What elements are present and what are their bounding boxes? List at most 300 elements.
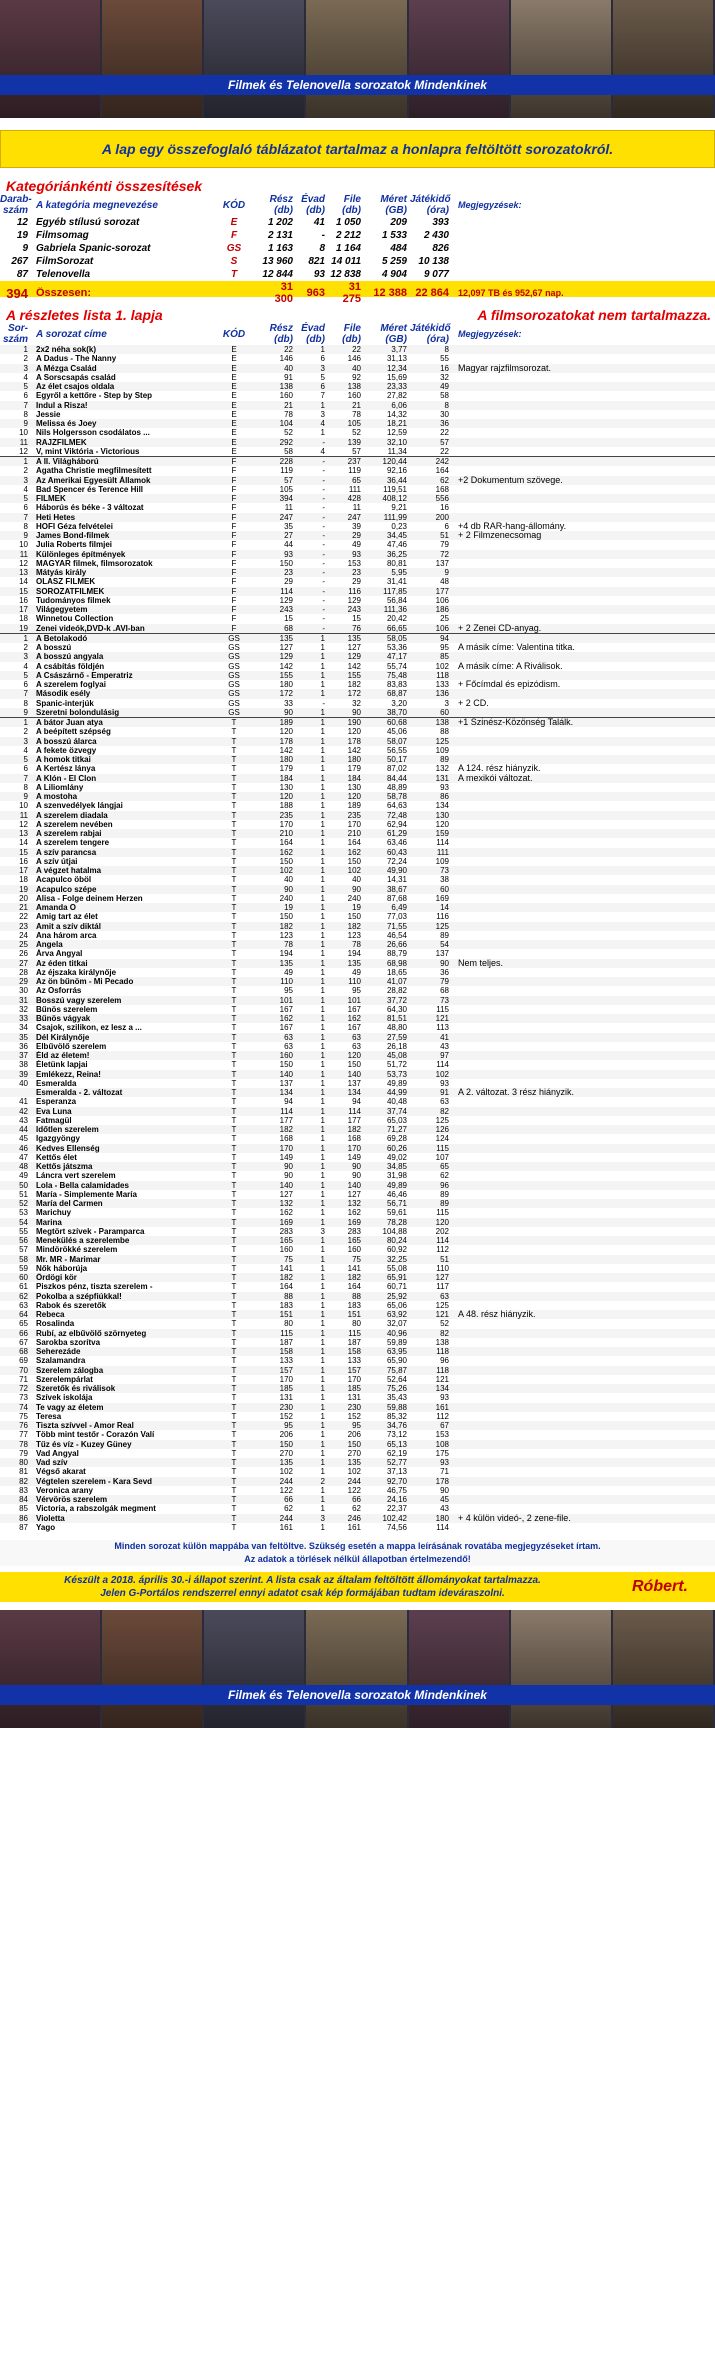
table-row — [0, 1227, 715, 1236]
cell-count: 43 — [19, 1115, 28, 1125]
cell-runtime: 93 — [440, 1458, 449, 1467]
cell-files: 140 — [347, 1180, 361, 1190]
cell-parts: 164 — [279, 838, 293, 848]
cell-seasons: 1 — [320, 986, 325, 996]
banner-caption: Filmek és Telenovella sorozatok Mindenkinek — [0, 1685, 715, 1705]
column-header: Évad (db) — [301, 194, 325, 216]
cell-seasons: - — [322, 595, 325, 605]
cell-size: 49,89 — [386, 1180, 407, 1190]
table-row — [0, 587, 715, 596]
cell-size: 52,64 — [386, 1374, 407, 1384]
cell-name: A mostoha — [36, 792, 78, 801]
detail-title-right: A filmsorozatokat nem tartalmazza. — [477, 307, 711, 323]
cell-code: T — [231, 773, 237, 783]
cell-name: Acapulco szépe — [36, 884, 97, 894]
cell-name: RAJZFILMEK — [36, 437, 87, 447]
cell-files: 182 — [347, 680, 361, 689]
table-row — [0, 801, 715, 810]
cell-name: Victoria, a rabszolgák megment — [36, 1504, 156, 1514]
cell-seasons: 1 — [320, 875, 325, 885]
cell-runtime: 127 — [435, 1273, 449, 1282]
cell-code: T — [231, 1282, 237, 1292]
cell-count: 10 — [19, 540, 28, 550]
cell-files: 172 — [347, 689, 361, 699]
cell-count: 28 — [19, 967, 28, 977]
cell-parts: 129 — [279, 595, 293, 605]
table-row — [0, 531, 715, 540]
cell-code: T — [231, 792, 237, 801]
cell-files: 168 — [347, 1134, 361, 1144]
cell-runtime: 114 — [436, 1060, 449, 1070]
cell-runtime: 200 — [435, 512, 449, 522]
cell-seasons: 1 — [320, 1393, 325, 1403]
cell-seasons: 1 — [320, 661, 325, 671]
table-row — [0, 1467, 715, 1476]
cell-code: T — [231, 986, 237, 996]
cell-parts: 127 — [279, 1189, 293, 1199]
cell-runtime: 63 — [440, 1097, 449, 1107]
cell-code: F — [231, 512, 237, 522]
detail-section-title — [6, 307, 711, 323]
cell-runtime: 133 — [435, 680, 449, 689]
cell-seasons: 1 — [320, 792, 325, 801]
column-header: Darab-szám — [0, 194, 32, 216]
cell-files: 40 — [352, 875, 361, 885]
cell-count: 69 — [19, 1356, 28, 1366]
cell-size: 64,30 — [386, 1004, 407, 1014]
cell-files: 90 — [352, 884, 361, 894]
cell-seasons: 1 — [320, 1245, 325, 1255]
cell-seasons: - — [322, 531, 325, 540]
cell-size: 38,70 — [386, 707, 407, 717]
cell-seasons: 1 — [320, 1254, 325, 1264]
cell-size: 28,82 — [386, 986, 407, 996]
cell-seasons: 1 — [320, 884, 325, 894]
cell-count: 17 — [19, 866, 28, 875]
cell-files: 164 — [347, 838, 361, 848]
cell-runtime: 102 — [435, 1069, 449, 1079]
cell-seasons: 3 — [320, 1513, 325, 1523]
cell-code: F — [231, 503, 237, 513]
banner-photo-strip — [0, 0, 715, 118]
cell-name: Kettős játszma — [36, 1162, 93, 1171]
cell-name: Az Amerikai Egyesült Államok — [36, 475, 151, 485]
cell-notes: +1 Szinész-Közönség Találk. — [458, 718, 574, 727]
cell-files: 134 — [347, 1088, 361, 1097]
cell-seasons: - — [321, 230, 325, 241]
cell-seasons: 5 — [320, 372, 325, 382]
cell-runtime: 177 — [435, 586, 449, 596]
column-header: Játékidő (óra) — [410, 194, 451, 216]
cell-name: A szenvedélyek lángjai — [36, 801, 123, 811]
cell-code: T — [231, 1004, 237, 1014]
cell-size: 77,03 — [386, 912, 407, 922]
cell-size: 38,67 — [386, 884, 407, 894]
cell-count: 24 — [19, 930, 28, 940]
cell-parts: 90 — [284, 1162, 293, 1171]
table-row — [0, 559, 715, 568]
cell-runtime: 38 — [440, 875, 449, 885]
cell-name: A II. Világháború — [36, 457, 99, 466]
cell-seasons: 1 — [320, 819, 325, 829]
cell-name: Violetta — [36, 1513, 65, 1523]
cell-size: 53,73 — [386, 1069, 407, 1079]
cell-files: 133 — [347, 1356, 361, 1366]
cell-size: 59,88 — [386, 1402, 407, 1412]
cell-size: 27,59 — [386, 1032, 407, 1042]
table-row — [0, 1347, 715, 1356]
cell-count: 53 — [19, 1208, 28, 1218]
cell-seasons: 1 — [320, 707, 325, 717]
cell-count: 25 — [19, 940, 28, 949]
cell-count: 2 — [23, 466, 28, 476]
cell-size: 12 388 — [373, 287, 407, 299]
cell-seasons: - — [322, 623, 325, 633]
table-row — [0, 485, 715, 494]
cell-seasons: 1 — [320, 1189, 325, 1199]
cell-code: F — [230, 230, 238, 241]
cell-parts: 11 — [284, 503, 293, 513]
cell-parts: 141 — [279, 1263, 293, 1273]
cell-code: T — [231, 1143, 237, 1153]
cell-name: Bosszú vagy szerelem — [36, 995, 122, 1005]
cell-runtime: 82 — [440, 1328, 449, 1338]
cell-code: T — [231, 810, 237, 820]
cell-size: 46,75 — [386, 1485, 407, 1495]
cell-count: 58 — [19, 1254, 28, 1264]
cell-code: T — [231, 1365, 237, 1375]
cell-name: Végtelen szerelem - Kara Sevd — [36, 1476, 153, 1486]
cell-seasons: 963 — [306, 287, 325, 299]
cell-files: 170 — [347, 819, 361, 829]
cell-seasons: 1 — [320, 1097, 325, 1107]
table-row — [0, 605, 715, 614]
cell-code: T — [231, 1152, 237, 1162]
cell-runtime: 88 — [440, 727, 449, 737]
cell-name: Háborús és béke - 3 változat — [36, 503, 144, 513]
table-row — [0, 1199, 715, 1208]
cell-count: 46 — [19, 1143, 28, 1153]
cell-files: 141 — [347, 1263, 361, 1273]
cell-runtime: 51 — [440, 531, 449, 540]
cell-files: 139 — [347, 437, 361, 447]
cell-files: 39 — [352, 521, 361, 531]
cell-runtime: 60 — [440, 707, 449, 717]
table-row — [0, 811, 715, 820]
cell-runtime: 126 — [435, 1125, 449, 1134]
cell-size: 88,79 — [386, 949, 407, 959]
cell-size: 56,84 — [386, 595, 407, 605]
cell-files: 187 — [347, 1337, 361, 1347]
cell-files: 270 — [347, 1448, 361, 1458]
table-row — [0, 1171, 715, 1180]
cell-size: 117,85 — [383, 586, 407, 596]
cell-runtime: 178 — [435, 1476, 449, 1486]
cell-count: 62 — [19, 1291, 28, 1301]
cell-seasons: - — [322, 577, 325, 587]
cell-size: 24,16 — [386, 1495, 407, 1504]
cell-seasons: 1 — [320, 1522, 325, 1532]
cell-files: 120 — [347, 792, 361, 801]
cell-runtime: 89 — [440, 1189, 449, 1199]
cell-count: 15 — [19, 847, 28, 857]
cell-code: E — [231, 354, 237, 364]
table-row — [0, 1181, 715, 1190]
cell-parts: 33 — [284, 698, 293, 708]
cell-parts: 95 — [284, 1421, 293, 1430]
cell-runtime: 52 — [440, 1319, 449, 1329]
footer-note: Minden sorozat külön mappába van feltöltve. Szükség esetén a mappa leírásának rovatába megjegyzéseket írtam. — [114, 1541, 601, 1551]
cell-size: 408,12 — [382, 494, 407, 503]
cell-name: Mátyás király — [36, 568, 87, 577]
cell-notes: +2 Dokumentum szövege. — [458, 475, 563, 485]
cell-size: 74,56 — [386, 1522, 407, 1532]
cell-name: Kedves Ellenség — [36, 1143, 100, 1153]
table-row — [0, 783, 715, 792]
cell-runtime: 186 — [435, 605, 449, 614]
cell-size: 23,33 — [386, 382, 407, 391]
cell-files: 244 — [347, 1476, 361, 1486]
cell-code: T — [231, 977, 237, 986]
cell-code: F — [231, 466, 237, 476]
cell-code: T — [231, 1217, 237, 1227]
table-row — [0, 1338, 715, 1347]
cell-count: 11 — [19, 437, 28, 447]
cell-runtime: 102 — [435, 661, 449, 671]
table-row — [0, 419, 715, 428]
cell-seasons: 1 — [320, 1485, 325, 1495]
cell-name: Igazgyöngy — [36, 1134, 81, 1144]
cell-size: 35,43 — [386, 1393, 407, 1403]
cell-size: 59,89 — [386, 1337, 407, 1347]
cell-seasons: 1 — [320, 670, 325, 680]
cell-seasons: 7 — [320, 391, 325, 401]
cell-parts: 244 — [279, 1513, 293, 1523]
cell-count: 5 — [23, 494, 28, 503]
cell-count: 60 — [19, 1273, 28, 1282]
cell-parts: 35 — [284, 521, 293, 531]
cell-runtime: 138 — [435, 1337, 449, 1347]
cell-seasons: 1 — [320, 893, 325, 903]
banner-photo — [102, 0, 204, 118]
cell-count: 9 — [22, 243, 28, 254]
table-row — [0, 1412, 715, 1421]
cell-code: F — [231, 457, 237, 466]
table-row — [0, 391, 715, 400]
cell-name: Emlékezz, Reina! — [36, 1069, 101, 1079]
cell-seasons: 1 — [320, 1448, 325, 1458]
cell-name: Te vagy az életem — [36, 1402, 104, 1412]
cell-count: 9 — [23, 707, 28, 717]
cell-count: 8 — [23, 409, 28, 419]
cell-files: 146 — [347, 354, 361, 364]
cell-size: 65,13 — [386, 1439, 407, 1449]
cell-count: 56 — [19, 1236, 28, 1245]
cell-code: T — [231, 903, 237, 912]
cell-seasons: 1 — [320, 1384, 325, 1393]
cell-size: 63,46 — [386, 838, 407, 848]
cell-count: 64 — [19, 1310, 28, 1319]
cell-code: T — [231, 736, 237, 746]
detail-group — [0, 345, 715, 456]
cell-parts: 114 — [280, 1106, 293, 1116]
cell-name: A Klón - El Clon — [36, 773, 97, 783]
cell-size: 3,20 — [391, 698, 407, 708]
banner-caption: Filmek és Telenovella sorozatok Mindenkinek — [0, 75, 715, 95]
table-row — [0, 838, 715, 847]
cell-runtime: 36 — [440, 967, 449, 977]
column-header: KÓD — [222, 328, 246, 340]
cell-count: 26 — [19, 949, 28, 959]
cell-files: 283 — [347, 1226, 361, 1236]
cell-seasons: 1 — [320, 1356, 325, 1366]
cell-name: Yago — [36, 1522, 56, 1532]
cell-size: 61,29 — [386, 829, 407, 838]
cell-name: Az éden titkai — [36, 958, 88, 968]
cell-code: F — [231, 475, 237, 485]
table-row — [0, 1301, 715, 1310]
table-row — [0, 614, 715, 623]
cell-size: 83,83 — [386, 680, 407, 689]
cell-count: 267 — [11, 256, 28, 267]
cell-parts: 27 — [284, 531, 293, 540]
cell-parts: 184 — [279, 773, 293, 783]
table-row — [0, 671, 715, 680]
cell-runtime: 112 — [436, 1411, 449, 1421]
cell-name: Különleges építmények — [36, 549, 126, 559]
cell-size: 65,03 — [386, 1115, 407, 1125]
cell-count: 29 — [19, 977, 28, 986]
table-row — [0, 1421, 715, 1430]
cell-size: 111,36 — [383, 605, 407, 614]
table-row — [0, 428, 715, 437]
cell-parts: 62 — [284, 1504, 293, 1514]
cell-name: María - Simplemente María — [36, 1189, 137, 1199]
table-row — [0, 1329, 715, 1338]
cell-runtime: 45 — [440, 1495, 449, 1504]
cell-files: 237 — [347, 457, 361, 466]
cell-size: 65,90 — [386, 1356, 407, 1366]
table-row — [0, 996, 715, 1005]
cell-code: F — [231, 540, 237, 550]
cell-runtime: 125 — [435, 1300, 449, 1310]
cell-runtime: 121 — [435, 1310, 449, 1319]
cell-seasons: 1 — [320, 967, 325, 977]
cell-code: T — [231, 1347, 237, 1356]
cell-files: 160 — [347, 1245, 361, 1255]
table-row — [0, 1070, 715, 1079]
cell-size: 92,70 — [386, 1476, 407, 1486]
cell-seasons: 1 — [320, 1004, 325, 1014]
cell-runtime: 556 — [435, 494, 449, 503]
cell-seasons: 1 — [320, 1023, 325, 1033]
cell-files: 122 — [347, 1485, 361, 1495]
cell-name: Szeretők és riválisok — [36, 1384, 116, 1393]
table-row — [0, 457, 715, 466]
cell-seasons: 1 — [320, 1374, 325, 1384]
cell-seasons: 1 — [320, 764, 325, 774]
cell-code: T — [231, 1384, 237, 1393]
cell-parts: 228 — [279, 457, 293, 466]
detail-table — [0, 345, 715, 1532]
cell-notes: + Főcímdal és epizódism. — [458, 680, 561, 689]
cell-runtime: 94 — [440, 633, 449, 643]
cell-code: T — [231, 1051, 237, 1060]
cell-count: 74 — [19, 1402, 28, 1412]
cell-files: 149 — [347, 1152, 361, 1162]
cell-runtime: 116 — [436, 912, 449, 922]
table-row — [0, 829, 715, 838]
cell-runtime: 93 — [440, 1078, 449, 1088]
cell-runtime: 114 — [436, 838, 449, 848]
cell-runtime: 125 — [435, 1115, 449, 1125]
cell-files: 102 — [347, 866, 361, 875]
cell-count: 8 — [23, 698, 28, 708]
cell-seasons: 1 — [320, 1106, 325, 1116]
cell-size: 51,72 — [386, 1060, 407, 1070]
cell-size: 56,55 — [386, 745, 407, 755]
cell-count: 1 — [23, 633, 28, 643]
cell-name: Acapulco öböl — [36, 875, 92, 885]
table-row — [0, 986, 715, 995]
column-header: A sorozat címe — [36, 328, 107, 340]
cell-code: F — [231, 558, 237, 568]
cell-runtime: 73 — [440, 995, 449, 1005]
table-row — [0, 1292, 715, 1301]
table-row — [0, 718, 715, 727]
table-row — [0, 931, 715, 940]
cell-code: T — [231, 1078, 237, 1088]
cell-runtime: 114 — [436, 1236, 449, 1245]
cell-files: 111 — [348, 484, 361, 494]
cell-runtime: 89 — [440, 755, 449, 764]
cell-size: 20,42 — [386, 614, 407, 624]
cell-count: 59 — [19, 1263, 28, 1273]
cell-seasons: - — [322, 586, 325, 596]
cell-files: 110 — [348, 977, 361, 986]
cell-name: V, mint Viktória - Victorious — [36, 446, 140, 456]
cell-size: 63,92 — [386, 1310, 407, 1319]
cell-code: GS — [228, 689, 240, 699]
table-row — [0, 1162, 715, 1171]
table-row — [0, 1116, 715, 1125]
cell-files: 182 — [347, 1273, 361, 1282]
cell-size: 104,88 — [382, 1226, 407, 1236]
cell-runtime: 54 — [440, 940, 449, 949]
cell-files: 78 — [352, 409, 361, 419]
cell-name: Elbűvölő szerelem — [36, 1041, 107, 1051]
cell-seasons: 41 — [313, 217, 325, 228]
cell-code: T — [231, 1115, 237, 1125]
category-table-header — [0, 194, 715, 216]
cell-files: 183 — [347, 1300, 361, 1310]
cell-size: 47,46 — [386, 540, 407, 550]
cell-code: T — [231, 1041, 237, 1051]
cell-seasons: - — [322, 521, 325, 531]
cell-count: 22 — [19, 912, 28, 922]
cell-size: 32,25 — [386, 1254, 407, 1264]
cell-parts: 140 — [279, 1069, 293, 1079]
cell-parts: 149 — [279, 1152, 293, 1162]
cell-notes: A 124. rész hiányzik. — [458, 764, 541, 774]
cell-count: 27 — [19, 958, 28, 968]
banner-photo — [306, 1610, 408, 1728]
cell-code: T — [231, 1485, 237, 1495]
cell-count: 54 — [19, 1217, 28, 1227]
cell-files: 190 — [347, 718, 361, 727]
cell-count: 8 — [23, 521, 28, 531]
cell-seasons: 1 — [320, 921, 325, 931]
